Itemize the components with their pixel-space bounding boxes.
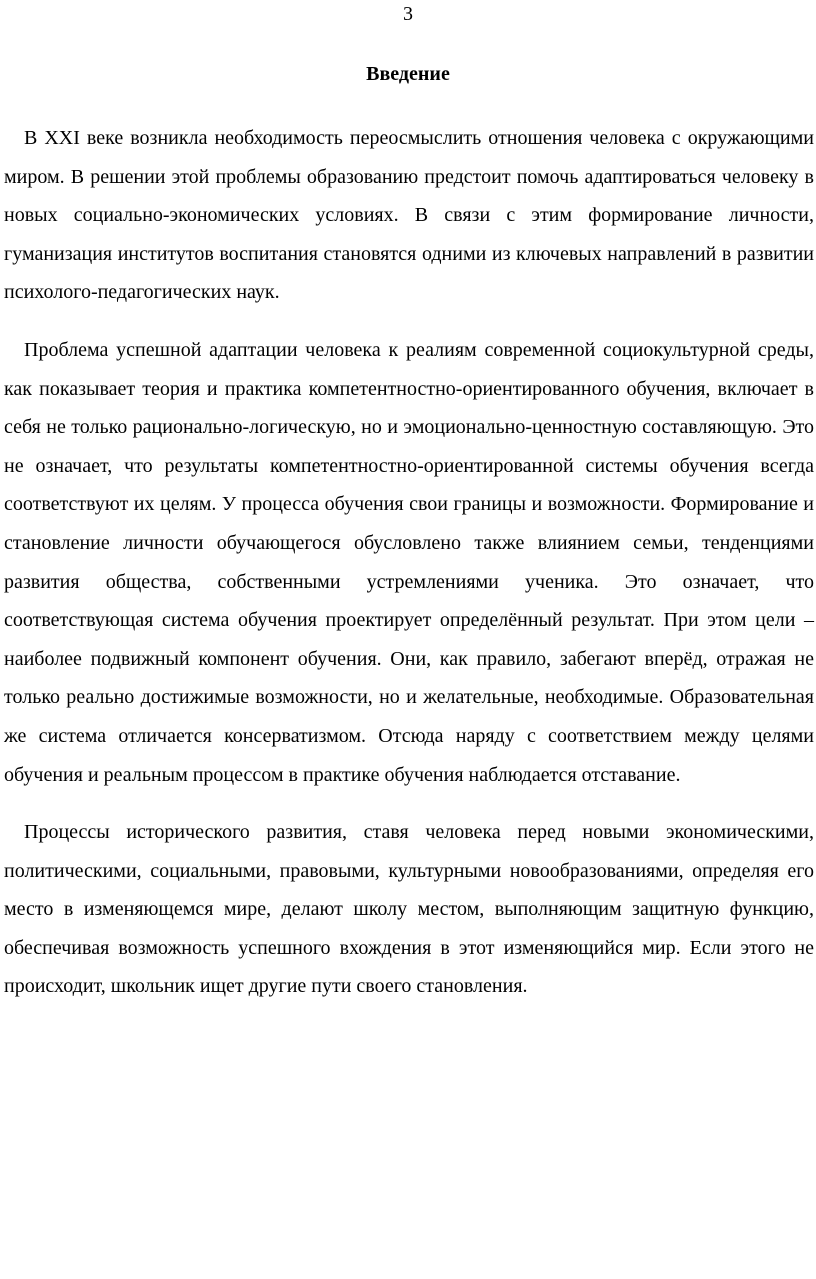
document-body: [4, 119, 814, 1006]
paragraph-1: В XXI веке возникла необходимость переосмыслить отношения человека с окружающими миром. В решении этой проблемы образованию предстоит помочь адаптироваться человеку в новых социально-экономических условиях. В связи с этим формирование личности, гуманизация институтов воспитания становятся одними из ключевых направлений в развитии психолого-педагогических наук.: [4, 127, 814, 304]
section-title: Введение: [366, 63, 450, 85]
paragraph-3: Процессы исторического развития, ставя человека перед новыми экономическими, политическими, социальными, правовыми, культурными новообразованиями, определяя его место в изменяющемся мире, делают школу местом, выполняющим защитную функцию, обеспечивая возможность успешного вхождения в этот изменяющийся мир. Если этого не происходит, школьник ищет другие пути своего становления.: [4, 821, 814, 998]
paragraph-2: Проблема успешной адаптации человека к реалиям современной социокультурной среды, как показывает теория и практика компетентностно-ориентированного обучения, включает в себя не только рационально-логическую, но и эмоционально-ценностную составляющую. Это не означает, что результаты компетентностно-ориентированной системы обучения всегда соответствуют их целям. У процесса обучения свои границы и возможности. Формирование и становление личности обучающегося обусловлено также влиянием семьи, тенденциями развития общества, собственными устремлениями ученика. Это означает, что соответствующая система обучения проектирует определённый результат. При этом цели – наиболее подвижный компонент обучения. Они, как правило, забегают вперёд, отражая не только реально достижимые возможности, но и желательные, необходимые. Образовательная же система отличается консерватизмом. Отсюда наряду с соответствием между целями обучения и реальным процессом в практике обучения наблюдается отставание.: [4, 338, 814, 786]
page-number: 3: [403, 3, 413, 25]
